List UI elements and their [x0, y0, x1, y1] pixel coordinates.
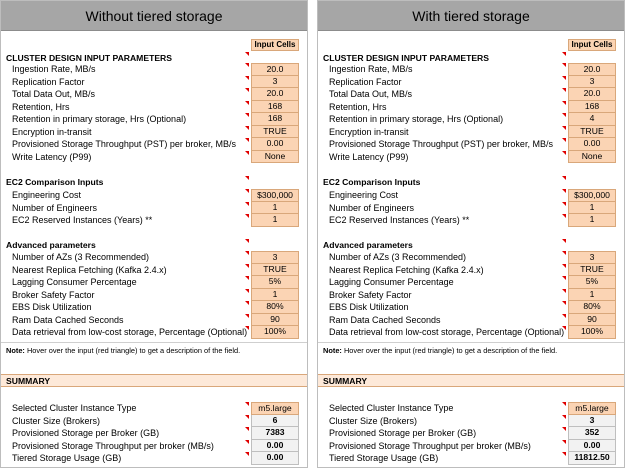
cluster-param-row [1, 138, 307, 151]
comment-indicator-icon[interactable] [245, 452, 249, 456]
comment-indicator-icon[interactable] [562, 126, 566, 130]
comment-indicator-icon[interactable] [245, 427, 249, 431]
ec2-param-label: Engineering Cost [329, 190, 399, 200]
comment-indicator-icon[interactable] [245, 88, 249, 92]
advanced-param-value-cell[interactable]: 90 [251, 314, 299, 327]
advanced-param-value-cell[interactable]: 3 [568, 251, 616, 264]
cluster-param-value-cell[interactable]: 4 [568, 113, 616, 126]
divider [318, 342, 624, 343]
note-label: Note: [323, 346, 342, 355]
ec2-param-value-cell[interactable]: $300,000 [568, 189, 616, 202]
cluster-param-label: Total Data Out, MB/s [12, 89, 96, 99]
comment-indicator-icon[interactable] [562, 427, 566, 431]
cluster-param-row [1, 101, 307, 114]
comment-indicator-icon[interactable] [245, 113, 249, 117]
advanced-param-value-cell[interactable]: 1 [251, 289, 299, 302]
summary-value-cell: 0.00 [251, 440, 299, 453]
ec2-param-value-cell[interactable]: 1 [568, 214, 616, 227]
summary-value-cell: m5.large [251, 402, 299, 415]
input-cells-legend: Input Cells [568, 39, 616, 51]
comment-indicator-icon [245, 176, 249, 180]
cluster-param-value-cell[interactable]: 20.0 [568, 88, 616, 101]
cluster-param-row [318, 138, 624, 151]
summary-label: Tiered Storage Usage (GB) [329, 453, 439, 463]
comment-indicator-icon[interactable] [245, 276, 249, 280]
cluster-param-label: Write Latency (P99) [329, 151, 409, 162]
summary-row [1, 440, 307, 453]
ec2-param-row [318, 189, 624, 202]
comment-indicator-icon [245, 239, 249, 243]
input-cells-legend: Input Cells [251, 39, 299, 51]
cluster-param-value-cell[interactable]: 0.00 [251, 138, 299, 151]
advanced-param-label: EBS Disk Utilization [329, 302, 409, 312]
ec2-param-label: Number of Engineers [12, 202, 98, 213]
advanced-param-row [1, 326, 307, 339]
summary-label: Provisioned Storage Throughput per broker (MB/s) [12, 440, 214, 451]
cluster-param-label: Provisioned Storage Throughput (PST) per broker, MB/s [329, 139, 553, 149]
comment-indicator-icon[interactable] [562, 113, 566, 117]
cluster-param-value-cell[interactable]: 168 [568, 101, 616, 114]
comment-indicator-icon[interactable] [562, 264, 566, 268]
comment-indicator-icon[interactable] [245, 202, 249, 206]
advanced-param-label: Data retrieval from low-cost storage, Percentage (Optional) [12, 327, 248, 337]
cluster-param-label: Replication Factor [12, 76, 85, 87]
comment-indicator-icon[interactable] [562, 76, 566, 80]
advanced-parameters-section-label: Advanced parameters [323, 240, 413, 250]
comment-indicator-icon [245, 52, 249, 56]
cluster-design-section-label: CLUSTER DESIGN INPUT PARAMETERS [6, 53, 172, 63]
cluster-param-row [1, 63, 307, 76]
comment-indicator-icon[interactable] [245, 402, 249, 406]
comment-indicator-icon[interactable] [245, 101, 249, 105]
summary-label: Selected Cluster Instance Type [12, 403, 137, 413]
ec2-comparison-section-label: EC2 Comparison Inputs [6, 177, 104, 187]
ec2-param-label: Number of Engineers [329, 202, 415, 213]
panel-with-tiered-storage [317, 0, 625, 468]
ec2-param-label: EC2 Reserved Instances (Years) ** [12, 215, 153, 225]
comment-indicator-icon[interactable] [562, 88, 566, 92]
comment-indicator-icon[interactable] [562, 276, 566, 280]
ec2-param-row [1, 202, 307, 215]
comment-indicator-icon[interactable] [245, 151, 249, 155]
advanced-param-row [318, 276, 624, 289]
summary-value-cell: 0.00 [568, 440, 616, 453]
advanced-parameters-section [318, 239, 624, 252]
comment-indicator-icon[interactable] [562, 452, 566, 456]
summary-row [1, 415, 307, 428]
cluster-param-row [318, 76, 624, 89]
advanced-param-row [318, 251, 624, 264]
cluster-param-value-cell[interactable]: 168 [251, 113, 299, 126]
summary-row [1, 427, 307, 440]
comment-indicator-icon[interactable] [562, 202, 566, 206]
divider [1, 342, 307, 343]
ec2-param-label: EC2 Reserved Instances (Years) ** [329, 215, 470, 225]
comment-indicator-icon[interactable] [245, 138, 249, 142]
comment-indicator-icon[interactable] [245, 314, 249, 318]
advanced-param-label: Nearest Replica Fetching (Kafka 2.4.x) [329, 264, 484, 275]
cluster-param-row [1, 76, 307, 89]
comment-indicator-icon[interactable] [562, 251, 566, 255]
ec2-param-value-cell[interactable]: $300,000 [251, 189, 299, 202]
cluster-param-label: Retention, Hrs [329, 101, 387, 112]
comment-indicator-icon[interactable] [245, 264, 249, 268]
comment-indicator-icon [562, 52, 566, 56]
cluster-param-label: Encryption in-transit [12, 126, 92, 137]
comment-indicator-icon[interactable] [562, 101, 566, 105]
advanced-param-value-cell[interactable]: 100% [568, 326, 616, 339]
cluster-param-value-cell[interactable]: TRUE [568, 126, 616, 139]
comment-indicator-icon [562, 239, 566, 243]
cluster-design-section-label: CLUSTER DESIGN INPUT PARAMETERS [323, 53, 489, 63]
comment-indicator-icon[interactable] [562, 138, 566, 142]
comment-indicator-icon[interactable] [562, 189, 566, 193]
advanced-param-label: Ram Data Cached Seconds [329, 314, 441, 325]
cluster-param-value-cell[interactable]: None [251, 151, 299, 164]
summary-value-cell: 7383 [251, 427, 299, 440]
note-text: Hover over the input (red triangle) to get a description of the field. [341, 346, 558, 355]
cluster-param-row [318, 113, 624, 126]
cluster-param-value-cell[interactable]: 20.0 [251, 88, 299, 101]
ec2-comparison-section [1, 176, 307, 189]
cluster-param-row [318, 126, 624, 139]
comment-indicator-icon[interactable] [562, 402, 566, 406]
comment-indicator-icon [562, 176, 566, 180]
ec2-comparison-section-label: EC2 Comparison Inputs [323, 177, 421, 187]
comment-indicator-icon[interactable] [562, 151, 566, 155]
ec2-comparison-section [318, 176, 624, 189]
summary-value-cell: m5.large [568, 402, 616, 415]
comment-indicator-icon[interactable] [245, 214, 249, 218]
comment-indicator-icon[interactable] [562, 314, 566, 318]
summary-value-cell: 11812.50 [568, 452, 616, 465]
advanced-param-value-cell[interactable]: 100% [251, 326, 299, 339]
cluster-param-label: Encryption in-transit [329, 126, 409, 137]
comment-indicator-icon[interactable] [245, 326, 249, 330]
advanced-param-row [318, 314, 624, 327]
cluster-param-value-cell[interactable]: 20.0 [568, 63, 616, 76]
comment-indicator-icon[interactable] [562, 326, 566, 330]
cluster-param-label: Ingestion Rate, MB/s [329, 64, 413, 74]
cluster-param-row [318, 63, 624, 76]
comment-indicator-icon[interactable] [562, 415, 566, 419]
advanced-param-value-cell[interactable]: 80% [251, 301, 299, 314]
summary-row [318, 402, 624, 415]
advanced-param-value-cell[interactable]: 1 [568, 289, 616, 302]
comment-indicator-icon[interactable] [245, 415, 249, 419]
cluster-param-value-cell[interactable]: 168 [251, 101, 299, 114]
advanced-param-label: Number of AZs (3 Recommended) [12, 252, 150, 262]
advanced-param-label: Data retrieval from low-cost storage, Percentage (Optional) [329, 327, 565, 337]
hover-note [323, 346, 569, 356]
comment-indicator-icon[interactable] [562, 214, 566, 218]
cluster-param-row [318, 88, 624, 101]
ec2-param-row [1, 214, 307, 227]
comment-indicator-icon[interactable] [562, 289, 566, 293]
ec2-param-value-cell[interactable]: 1 [251, 202, 299, 215]
comment-indicator-icon[interactable] [245, 63, 249, 67]
cluster-param-row [1, 126, 307, 139]
summary-label: Provisioned Storage per Broker (GB) [329, 428, 477, 438]
cluster-param-row [318, 151, 624, 164]
summary-label: Cluster Size (Brokers) [12, 415, 101, 426]
advanced-param-value-cell[interactable]: 3 [251, 251, 299, 264]
advanced-param-label: Broker Safety Factor [12, 289, 95, 300]
advanced-parameters-section-label: Advanced parameters [6, 240, 96, 250]
advanced-param-row [318, 326, 624, 339]
advanced-param-value-cell[interactable]: 5% [568, 276, 616, 289]
cluster-param-label: Write Latency (P99) [12, 151, 92, 162]
advanced-param-value-cell[interactable]: TRUE [251, 264, 299, 277]
note-text: Hover over the input (red triangle) to get a description of the field. [24, 346, 241, 355]
cluster-param-label: Replication Factor [329, 76, 402, 87]
ec2-param-value-cell[interactable]: 1 [251, 214, 299, 227]
advanced-param-label: Ram Data Cached Seconds [12, 314, 124, 325]
summary-section-label: SUMMARY [6, 376, 51, 386]
summary-label: Provisioned Storage Throughput per broker (MB/s) [329, 440, 531, 451]
cluster-param-value-cell[interactable]: None [568, 151, 616, 164]
summary-value-cell: 352 [568, 427, 616, 440]
advanced-param-value-cell[interactable]: 5% [251, 276, 299, 289]
summary-row [1, 452, 307, 465]
advanced-param-label: Nearest Replica Fetching (Kafka 2.4.x) [12, 264, 167, 275]
panel-title: Without tiered storage [1, 1, 307, 31]
summary-value-cell: 6 [251, 415, 299, 428]
advanced-param-row [1, 301, 307, 314]
comment-indicator-icon[interactable] [562, 63, 566, 67]
comment-indicator-icon[interactable] [245, 440, 249, 444]
cluster-param-value-cell[interactable]: 3 [251, 76, 299, 89]
cluster-param-label: Retention, Hrs [12, 101, 70, 112]
cluster-param-row [318, 101, 624, 114]
cluster-param-value-cell[interactable]: 0.00 [568, 138, 616, 151]
summary-section [318, 374, 624, 387]
panel-without-tiered-storage [0, 0, 308, 468]
cluster-param-row [1, 88, 307, 101]
comment-indicator-icon[interactable] [245, 289, 249, 293]
advanced-param-label: EBS Disk Utilization [12, 302, 92, 312]
advanced-param-value-cell[interactable]: 80% [568, 301, 616, 314]
advanced-param-label: Lagging Consumer Percentage [12, 277, 137, 287]
advanced-param-value-cell[interactable]: TRUE [568, 264, 616, 277]
summary-label: Provisioned Storage per Broker (GB) [12, 428, 160, 438]
ec2-param-value-cell[interactable]: 1 [568, 202, 616, 215]
ec2-param-row [318, 214, 624, 227]
advanced-param-row [1, 289, 307, 302]
comment-indicator-icon[interactable] [245, 126, 249, 130]
summary-row [318, 452, 624, 465]
advanced-param-row [318, 264, 624, 277]
advanced-param-label: Lagging Consumer Percentage [329, 277, 454, 287]
advanced-param-row [318, 301, 624, 314]
comment-indicator-icon[interactable] [562, 301, 566, 305]
ec2-param-row [1, 189, 307, 202]
comment-indicator-icon[interactable] [562, 440, 566, 444]
summary-row [1, 402, 307, 415]
advanced-param-row [1, 314, 307, 327]
summary-row [318, 427, 624, 440]
summary-label: Cluster Size (Brokers) [329, 415, 418, 426]
ec2-param-row [318, 202, 624, 215]
hover-note [6, 346, 252, 356]
summary-value-cell: 3 [568, 415, 616, 428]
advanced-param-row [1, 276, 307, 289]
summary-section-label: SUMMARY [323, 376, 368, 386]
summary-row [318, 415, 624, 428]
comment-indicator-icon[interactable] [245, 189, 249, 193]
note-label: Note: [6, 346, 25, 355]
cluster-param-label: Total Data Out, MB/s [329, 89, 413, 99]
cluster-param-label: Ingestion Rate, MB/s [12, 64, 96, 74]
panel-title: With tiered storage [318, 1, 624, 31]
advanced-param-row [1, 264, 307, 277]
summary-value-cell: 0.00 [251, 452, 299, 465]
cluster-param-row [1, 151, 307, 164]
cluster-param-label: Retention in primary storage, Hrs (Optional) [329, 114, 504, 124]
summary-label: Tiered Storage Usage (GB) [12, 453, 122, 463]
advanced-param-label: Broker Safety Factor [329, 289, 412, 300]
advanced-param-row [1, 251, 307, 264]
summary-label: Selected Cluster Instance Type [329, 403, 454, 413]
summary-section [1, 374, 307, 387]
cluster-param-value-cell[interactable]: 3 [568, 76, 616, 89]
advanced-param-label: Number of AZs (3 Recommended) [329, 252, 467, 262]
ec2-param-label: Engineering Cost [12, 190, 82, 200]
advanced-param-value-cell[interactable]: 90 [568, 314, 616, 327]
advanced-param-row [318, 289, 624, 302]
cluster-param-value-cell[interactable]: TRUE [251, 126, 299, 139]
comment-indicator-icon[interactable] [245, 251, 249, 255]
cluster-param-label: Provisioned Storage Throughput (PST) per broker, MB/s [12, 139, 236, 149]
cluster-param-value-cell[interactable]: 20.0 [251, 63, 299, 76]
cluster-param-label: Retention in primary storage, Hrs (Optional) [12, 114, 187, 124]
comment-indicator-icon[interactable] [245, 76, 249, 80]
comment-indicator-icon[interactable] [245, 301, 249, 305]
advanced-parameters-section [1, 239, 307, 252]
cluster-param-row [1, 113, 307, 126]
summary-row [318, 440, 624, 453]
